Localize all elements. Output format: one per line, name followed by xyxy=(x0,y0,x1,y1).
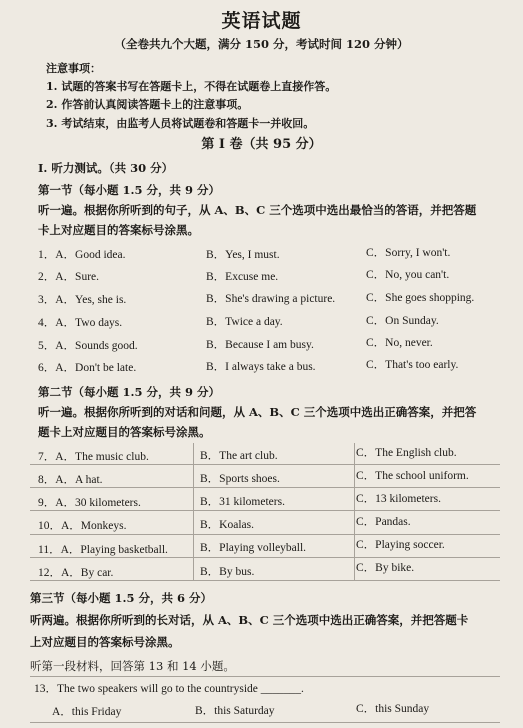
question-13-option-c: C．this Sunday xyxy=(356,703,430,715)
section1-instruction: 听一遍。根据你所听到的句子，从 A、B、C 三个选项中选出最恰当的答语，并把答题 xyxy=(38,203,477,217)
question-3-option-a: 3．A．Yes, she is. xyxy=(38,294,127,306)
section3-instruction: 上对应题目的答案标号涂黑。 xyxy=(30,635,180,649)
exam-title: 英语试题 xyxy=(221,10,302,32)
notice-item: 1. 试题的答案书写在答题卡上，不得在试题卷上直接作答。 xyxy=(46,80,337,93)
question-3-option-c: C．She goes shopping. xyxy=(366,292,475,304)
question-5-option-b: B．Because I am busy. xyxy=(206,339,314,351)
part1-heading: Ⅰ. 听力测试。（共 30 分） xyxy=(38,161,174,175)
question-4-option-c: C．On Sunday. xyxy=(366,315,439,327)
question-4-option-b: B．Twice a day. xyxy=(206,316,283,328)
question-8-option-a: 8．A．A hat. xyxy=(38,474,103,486)
ruled-line xyxy=(30,722,500,723)
question-13-option-b: B．this Saturday xyxy=(195,705,275,717)
ruled-line xyxy=(354,443,355,580)
question-11-option-c: C．Playing soccer. xyxy=(356,539,445,551)
question-1-option-b: B．Yes, I must. xyxy=(206,249,280,261)
question-12-option-c: C．By bike. xyxy=(356,562,415,574)
question-6-option-c: C．That's too early. xyxy=(366,359,459,371)
ruled-line xyxy=(30,557,500,558)
section2-instruction: 听一遍。根据你所听到的对话和问题，从 A、B、C 三个选项中选出正确答案，并把答 xyxy=(38,405,477,419)
listening-material-note: 听第一段材料，回答第 13 和 14 小题。 xyxy=(30,659,235,673)
ruled-line xyxy=(30,534,500,535)
section1-instruction: 卡上对应题目的答案标号涂黑。 xyxy=(38,223,199,237)
question-7-option-c: C．The English club. xyxy=(356,447,457,459)
ruled-line xyxy=(30,676,500,677)
question-2-option-a: 2．A．Sure. xyxy=(38,271,100,283)
question-11-option-a: 11．A．Playing basketball. xyxy=(38,544,168,556)
ruled-line xyxy=(30,464,500,465)
question-5-option-c: C．No, never. xyxy=(366,337,433,349)
question-7-option-a: 7．A．The music club. xyxy=(38,451,149,463)
question-9-option-b: B．31 kilometers. xyxy=(200,496,285,508)
exam-subtitle: （全卷共九个大题，满分 150 分，考试时间 120 分钟） xyxy=(114,37,409,51)
notice-item: 2. 作答前认真阅读答题卡上的注意事项。 xyxy=(46,98,249,111)
question-9-option-c: C．13 kilometers. xyxy=(356,493,441,505)
question-13-stem: 13．The two speakers will go to the countryside _______. xyxy=(34,683,304,695)
question-6-option-b: B．I always take a bus. xyxy=(206,361,316,373)
question-1-option-a: 1．A．Good idea. xyxy=(38,249,126,261)
section3-heading: 第三节（每小题 1.5 分，共 6 分） xyxy=(30,591,213,605)
question-3-option-b: B．She's drawing a picture. xyxy=(206,293,336,305)
ruled-line xyxy=(30,487,500,488)
section2-heading: 第二节（每小题 1.5 分，共 9 分） xyxy=(38,385,221,399)
question-10-option-c: C．Pandas. xyxy=(356,516,411,528)
question-2-option-b: B．Excuse me. xyxy=(206,271,279,283)
question-12-option-a: 12．A．By car. xyxy=(38,567,114,579)
section3-instruction: 听两遍。根据你所听到的长对话，从 A、B、C 三个选项中选出正确答案，并把答题卡 xyxy=(30,613,469,627)
question-2-option-c: C．No, you can't. xyxy=(366,269,450,281)
question-8-option-b: B．Sports shoes. xyxy=(200,473,280,485)
question-10-option-a: 10．A．Monkeys. xyxy=(38,520,127,532)
volume-title: 第 I 卷（共 95 分） xyxy=(201,137,322,152)
question-9-option-a: 9．A．30 kilometers. xyxy=(38,497,141,509)
question-12-option-b: B．By bus. xyxy=(200,566,255,578)
section1-heading: 第一节（每小题 1.5 分，共 9 分） xyxy=(38,183,221,197)
ruled-line xyxy=(30,580,500,581)
question-4-option-a: 4．A．Two days. xyxy=(38,317,123,329)
ruled-line xyxy=(30,510,500,511)
question-5-option-a: 5．A．Sounds good. xyxy=(38,340,138,352)
question-7-option-b: B．The art club. xyxy=(200,450,278,462)
question-13-option-a: A．this Friday xyxy=(52,706,122,718)
notice-heading: 注意事项： xyxy=(46,62,101,75)
notice-item: 3. 考试结束，由监考人员将试题卷和答题卡一并收回。 xyxy=(46,117,315,130)
section2-instruction: 题卡上对应题目的答案标号涂黑。 xyxy=(38,425,211,439)
question-11-option-b: B．Playing volleyball. xyxy=(200,542,307,554)
question-10-option-b: B．Koalas. xyxy=(200,519,254,531)
question-1-option-c: C．Sorry, I won't. xyxy=(366,247,451,259)
question-6-option-a: 6．A．Don't be late. xyxy=(38,362,137,374)
question-8-option-c: C．The school uniform. xyxy=(356,470,469,482)
ruled-line xyxy=(193,443,194,580)
